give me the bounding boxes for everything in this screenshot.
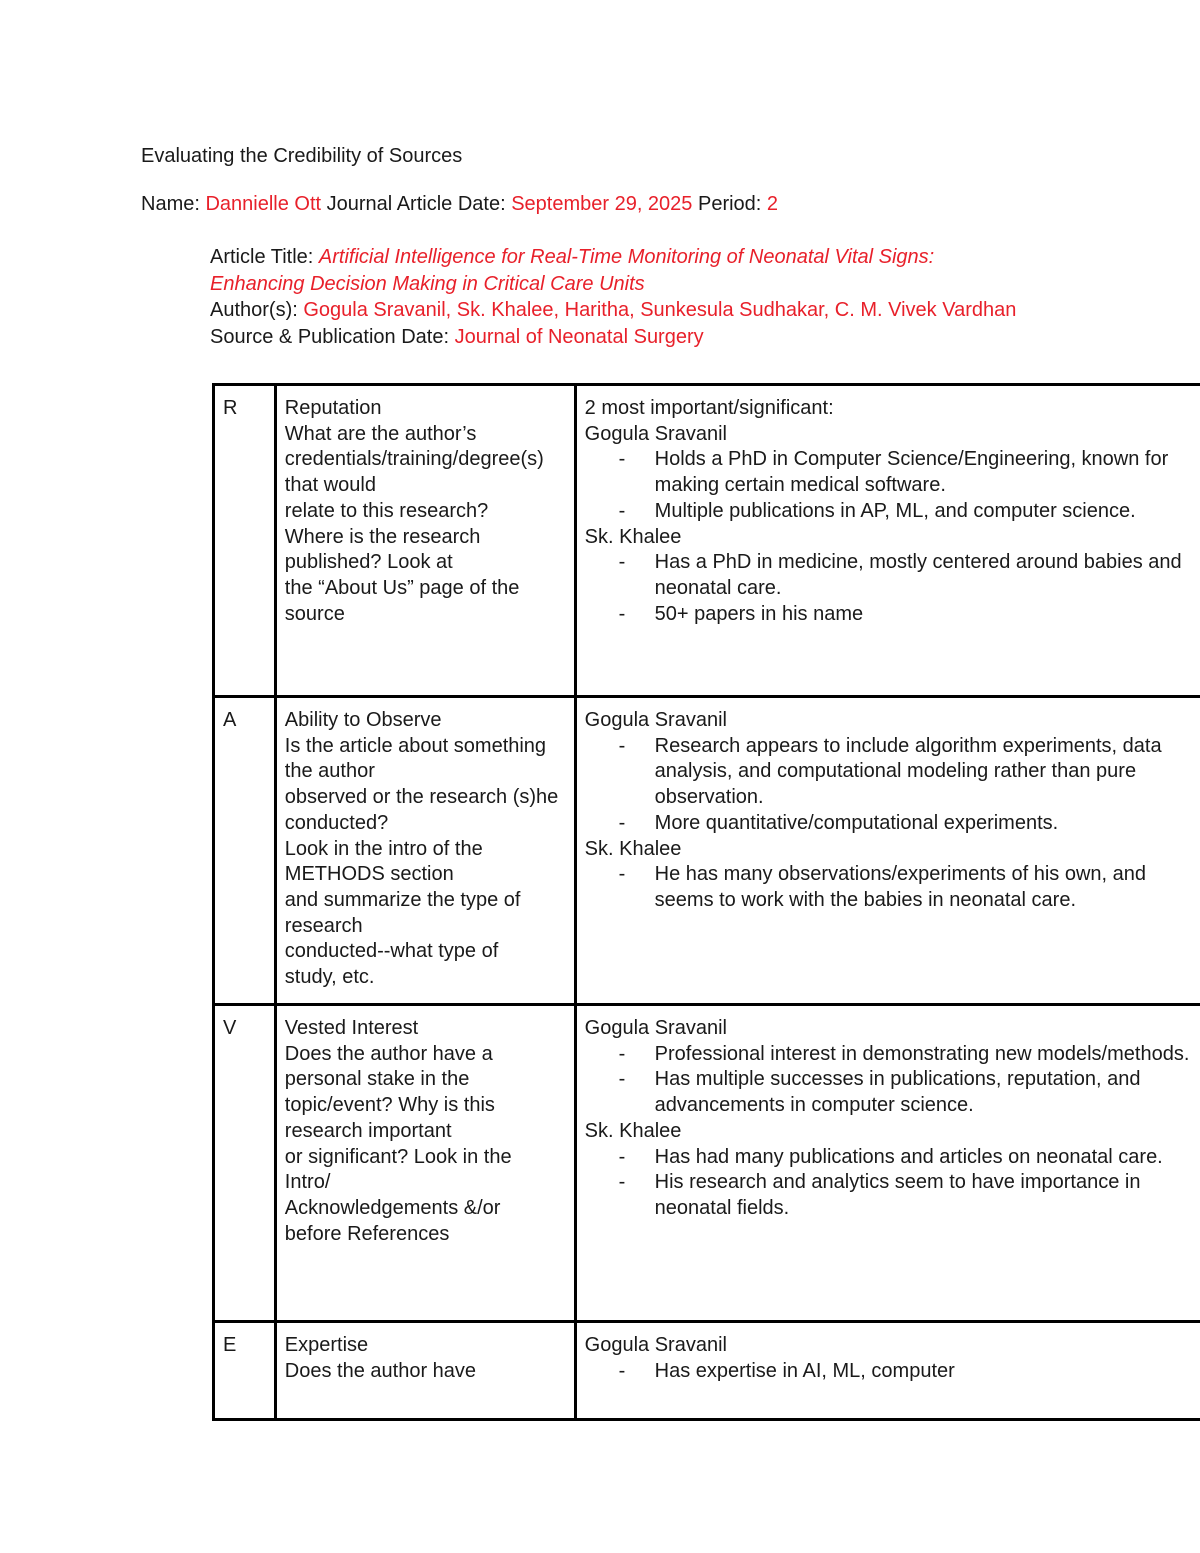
criterion-question-line: the “About Us” page of the xyxy=(284,576,520,599)
answer-intro: 2 most important/significant: xyxy=(584,397,834,419)
bullet-item xyxy=(585,602,1200,628)
table-row xyxy=(214,697,1200,1005)
ravens-evaluation-table xyxy=(212,383,1200,1421)
dash-bullet-icon: - xyxy=(618,499,626,522)
bullet-item xyxy=(585,1359,1200,1385)
dash-bullet-icon: - xyxy=(618,1042,626,1065)
dash-bullet-icon: - xyxy=(618,1068,626,1091)
bullet-text: Has multiple successes in publications, reputation, and advancements in computer science. xyxy=(654,1068,1141,1117)
dash-bullet-icon: - xyxy=(618,863,626,886)
bullet-item xyxy=(585,1145,1200,1171)
bullet-item xyxy=(585,1067,1200,1118)
bullet-item xyxy=(585,499,1200,525)
article-title-label: Article Title: xyxy=(210,246,319,268)
bullet-item xyxy=(585,862,1200,913)
journal-date-value: September 29, 2025 xyxy=(511,193,693,215)
author-name: Sk. Khalee xyxy=(584,837,682,860)
criterion-question-line: before References xyxy=(284,1222,450,1245)
criterion-question-line: Look in the intro of the xyxy=(284,837,483,860)
bullet-text: Research appears to include algorithm experiments, data analysis, and computational modeling rather than pure observation. xyxy=(654,734,1162,809)
criterion-question-line: credentials/training/degree(s) xyxy=(284,448,544,471)
bullet-item xyxy=(585,1170,1200,1221)
authors-row xyxy=(210,297,1030,324)
author-name: Gogula Sravanil xyxy=(584,1017,727,1039)
bullet-text: Professional interest in demonstrating new models/methods. xyxy=(654,1042,1190,1065)
criterion-question-line: Does the author have xyxy=(284,1359,477,1382)
author-name: Gogula Sravanil xyxy=(584,1334,727,1356)
criterion-question-line: Does the author have a xyxy=(284,1042,493,1065)
source-value: Journal of Neonatal Surgery xyxy=(454,325,704,348)
name-value: Dannielle Ott xyxy=(205,193,322,215)
author-name: Gogula Sravanil xyxy=(584,709,727,731)
criterion-heading: Expertise xyxy=(284,1334,369,1356)
article-title-row xyxy=(210,244,1030,297)
criterion-question-line: and summarize the type of xyxy=(284,888,521,911)
criterion-question-line: relate to this research? xyxy=(284,499,489,522)
criterion-question-line: or significant? Look in the xyxy=(284,1145,512,1168)
criterion-letter: V xyxy=(214,1005,276,1322)
bullet-text: Has a PhD in medicine, mostly centered around babies and neonatal care. xyxy=(654,551,1182,599)
table-body xyxy=(214,385,1200,1420)
criterion-question-line: research xyxy=(284,914,363,937)
criterion-letter: E xyxy=(214,1322,276,1420)
table-row xyxy=(214,1005,1200,1322)
criterion-question-line: conducted? xyxy=(284,811,389,834)
source-row xyxy=(210,324,1030,351)
bullet-text: Multiple publications in AP, ML, and computer science. xyxy=(654,499,1136,522)
criterion-question-line: published? Look at xyxy=(284,551,453,574)
author-name: Sk. Khalee xyxy=(584,525,682,548)
criterion-question-line: research important xyxy=(284,1119,452,1142)
bullet-item xyxy=(585,1042,1200,1068)
criterion-heading: Reputation xyxy=(284,397,382,419)
bullet-item xyxy=(585,550,1200,601)
dash-bullet-icon: - xyxy=(618,1145,626,1168)
authors-value: Gogula Sravanil, Sk. Khalee, Haritha, Sunkesula Sudhakar, C. M. Vivek Vardhan xyxy=(303,299,1017,321)
criterion-answer-cell xyxy=(575,385,1200,697)
period-label: Period: xyxy=(692,193,767,215)
dash-bullet-icon: - xyxy=(618,734,626,757)
criterion-letter: R xyxy=(214,385,276,697)
journal-date-label: Journal Article Date: xyxy=(321,193,512,215)
bullet-text: Holds a PhD in Computer Science/Engineering, known for making certain medical software. xyxy=(654,448,1169,497)
criterion-question-line: study, etc. xyxy=(284,966,375,989)
criterion-question-cell xyxy=(275,1005,575,1322)
bullet-item xyxy=(585,811,1200,837)
article-metadata xyxy=(210,244,1030,350)
bullet-item xyxy=(585,734,1200,811)
source-label: Source & Publication Date: xyxy=(210,325,455,348)
criterion-question-cell xyxy=(275,1322,575,1420)
criterion-question-line: Acknowledgements &/or xyxy=(284,1196,501,1219)
student-info-line xyxy=(141,191,778,217)
bullet-text: His research and analytics seem to have importance in neonatal fields. xyxy=(654,1171,1141,1219)
bullet-text: More quantitative/computational experiments. xyxy=(654,811,1059,834)
criterion-question-line: Where is the research xyxy=(284,525,481,548)
table-row xyxy=(214,1322,1200,1420)
criterion-question-line: source xyxy=(284,602,345,625)
bullet-text: Has expertise in AI, ML, computer xyxy=(654,1359,955,1382)
article-title-value: Artificial Intelligence for Real-Time Monitoring of Neonatal Vital Signs: Enhancing Decision Making in Critical Care Units xyxy=(210,246,935,295)
criterion-question-line: personal stake in the xyxy=(284,1068,470,1091)
author-name: Gogula Sravanil xyxy=(584,422,727,445)
criterion-answer-cell xyxy=(575,697,1200,1005)
criterion-question-line: conducted--what type of xyxy=(284,940,499,963)
criterion-question-line: observed or the research (s)he xyxy=(284,786,559,809)
name-label: Name: xyxy=(141,193,206,215)
criterion-question-cell xyxy=(275,697,575,1005)
bullet-text: Has had many publications and articles on neonatal care. xyxy=(654,1145,1163,1168)
criterion-heading: Vested Interest xyxy=(284,1017,419,1039)
criterion-question-cell xyxy=(275,385,575,697)
dash-bullet-icon: - xyxy=(618,551,626,574)
document-title: Evaluating the Credibility of Sources xyxy=(141,145,463,167)
authors-label: Author(s): xyxy=(210,299,304,321)
bullet-item xyxy=(585,447,1200,498)
author-name: Sk. Khalee xyxy=(584,1119,682,1142)
criterion-letter: A xyxy=(214,697,276,1005)
criterion-question-line: topic/event? Why is this xyxy=(284,1094,495,1117)
criterion-answer-cell xyxy=(575,1005,1200,1322)
criterion-question-line: What are the author’s xyxy=(284,422,477,445)
criterion-question-line: that would xyxy=(284,474,376,497)
dash-bullet-icon: - xyxy=(618,602,626,625)
dash-bullet-icon: - xyxy=(618,1359,626,1382)
period-value: 2 xyxy=(766,193,779,215)
bullet-text: 50+ papers in his name xyxy=(654,602,864,625)
criterion-question-line: the author xyxy=(284,760,375,783)
dash-bullet-icon: - xyxy=(618,1171,626,1194)
table-row xyxy=(214,385,1200,697)
criterion-question-line: Intro/ xyxy=(284,1171,331,1194)
criterion-answer-cell xyxy=(575,1322,1200,1420)
criterion-question-line: METHODS section xyxy=(284,863,454,886)
criterion-heading: Ability to Observe xyxy=(284,709,442,731)
dash-bullet-icon: - xyxy=(618,811,626,834)
dash-bullet-icon: - xyxy=(618,448,626,471)
criterion-question-line: Is the article about something xyxy=(284,734,547,757)
bullet-text: He has many observations/experiments of his own, and seems to work with the babies in neonatal care. xyxy=(654,863,1147,911)
